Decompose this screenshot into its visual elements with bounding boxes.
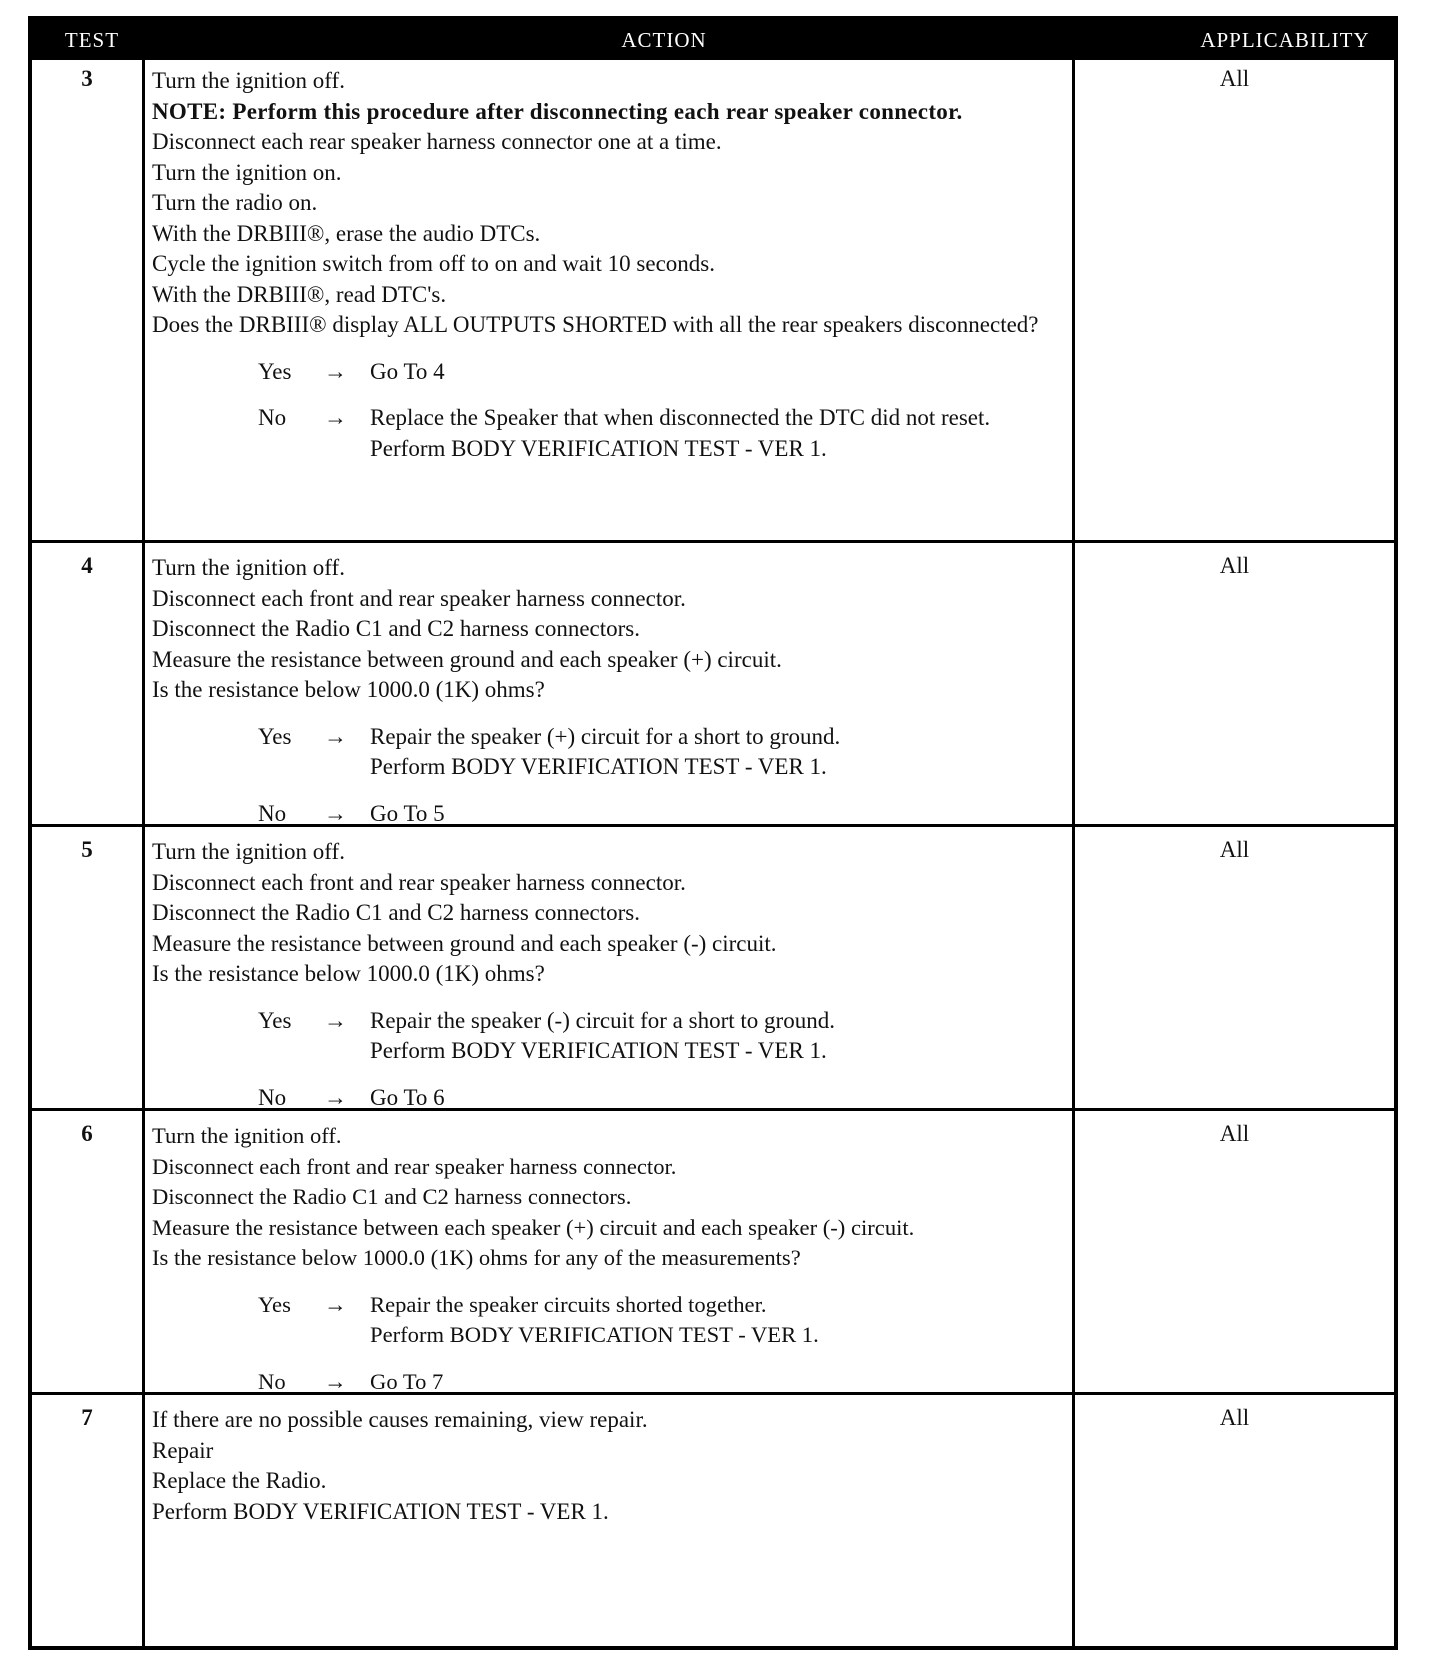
action-line: Disconnect each front and rear speaker harness connector. (152, 585, 686, 611)
action-line: Turn the ignition off. (152, 1123, 342, 1148)
yes-label: Yes (258, 1291, 291, 1317)
yes-label: Yes (258, 723, 292, 749)
test-number: 5 (81, 837, 93, 862)
arrow-icon: → (324, 723, 347, 749)
action-question: Is the resistance below 1000.0 (1K) ohms for any of the measurements? (152, 1245, 801, 1270)
applicability-cell: All (1219, 837, 1250, 862)
action-line: With the DRBIII®, read DTC's. (152, 281, 447, 307)
action-line: Disconnect the Radio C1 and C2 harness connectors. (152, 900, 640, 925)
arrow-icon: → (324, 1084, 347, 1110)
no-result: Perform BODY VERIFICATION TEST - VER 1. (370, 435, 827, 461)
repair-label: Repair (152, 1437, 214, 1463)
action-line: Turn the ignition off. (152, 68, 345, 93)
test-row-5 (32, 824, 1394, 1108)
action-line: Turn the ignition off. (152, 839, 345, 864)
action-cell (152, 1121, 1068, 1397)
no-label: No (258, 1368, 286, 1394)
action-line: Measure the resistance between ground and each speaker (-) circuit. (152, 930, 777, 956)
test-row-4 (32, 540, 1394, 824)
note-text: NOTE: Perform this procedure after disconnecting each rear speaker connector. (152, 98, 963, 124)
no-label: No (258, 405, 287, 430)
header-applicability: APPLICABILITY (1200, 28, 1370, 52)
arrow-icon: → (324, 800, 347, 826)
test-number: 4 (81, 553, 93, 578)
repair-step: Replace the Radio. (152, 1468, 327, 1493)
action-line: Disconnect the Radio C1 and C2 harness connectors. (152, 616, 640, 641)
no-result: Go To 7 (370, 1368, 444, 1394)
action-question: Does the DRBIII® display ALL OUTPUTS SHORTED with all the rear speakers disconnected? (152, 312, 1039, 337)
yes-result: Repair the speaker (+) circuit for a short to ground. (370, 723, 841, 749)
arrow-icon: → (324, 405, 347, 430)
test-number: 3 (81, 66, 93, 91)
yes-branch (258, 357, 1064, 388)
applicability-cell: All (1219, 1121, 1250, 1146)
yes-result: Perform BODY VERIFICATION TEST - VER 1. (370, 1322, 819, 1347)
action-line: If there are no possible causes remaining, view repair. (152, 1407, 648, 1432)
no-result: Go To 5 (370, 800, 445, 826)
test-row-3 (32, 56, 1394, 540)
yes-branch (258, 1290, 1068, 1351)
yes-result: Perform BODY VERIFICATION TEST - VER 1. (370, 754, 827, 779)
yes-result: Go To 4 (370, 358, 445, 384)
test-row-7 (32, 1392, 1394, 1646)
no-label: No (258, 800, 287, 826)
action-line: Measure the resistance between each speaker (+) circuit and each speaker (-) circuit. (152, 1214, 915, 1240)
action-line: Disconnect each front and rear speaker harness connector. (152, 869, 686, 895)
no-result: Replace the Speaker that when disconnected the DTC did not reset. (370, 405, 991, 430)
test-row-6 (32, 1108, 1394, 1392)
yes-label: Yes (258, 1007, 292, 1033)
yes-label: Yes (258, 358, 292, 384)
action-line: Measure the resistance between ground and each speaker (+) circuit. (152, 646, 782, 672)
action-cell (152, 837, 1064, 1113)
test-number: 6 (81, 1121, 93, 1146)
no-result: Go To 6 (370, 1084, 445, 1110)
action-line: Turn the ignition on. (152, 159, 342, 185)
test-number: 7 (81, 1405, 93, 1430)
diagnostic-test-table (28, 16, 1398, 1650)
arrow-icon: → (324, 1007, 347, 1033)
action-question: Is the resistance below 1000.0 (1K) ohms? (152, 961, 545, 986)
applicability-cell: All (1219, 553, 1250, 578)
action-cell (152, 553, 1064, 829)
repair-step: Perform BODY VERIFICATION TEST - VER 1. (152, 1498, 609, 1524)
action-line: Turn the radio on. (152, 190, 318, 215)
yes-branch (258, 1006, 1064, 1067)
header-test: TEST (64, 28, 120, 52)
action-line: Disconnect the Radio C1 and C2 harness connectors. (152, 1184, 632, 1209)
action-line: Disconnect each rear speaker harness connector one at a time. (152, 129, 722, 154)
applicability-cell: All (1219, 66, 1250, 91)
no-label: No (258, 1084, 287, 1110)
action-line: Turn the ignition off. (152, 555, 345, 580)
yes-result: Repair the speaker (-) circuit for a short to ground. (370, 1007, 835, 1033)
applicability-cell: All (1219, 1405, 1250, 1430)
header-action: ACTION (621, 28, 707, 52)
arrow-icon: → (324, 1368, 347, 1394)
yes-result: Repair the speaker circuits shorted together. (370, 1291, 767, 1317)
action-line: With the DRBIII®, erase the audio DTCs. (152, 220, 541, 246)
action-line: Cycle the ignition switch from off to on and wait 10 seconds. (152, 251, 715, 276)
action-cell (152, 1405, 1064, 1527)
table-header (32, 20, 1394, 60)
action-question: Is the resistance below 1000.0 (1K) ohms? (152, 677, 545, 702)
no-branch (258, 403, 1064, 464)
action-line: Disconnect each front and rear speaker harness connector. (152, 1153, 677, 1179)
yes-result: Perform BODY VERIFICATION TEST - VER 1. (370, 1038, 827, 1063)
arrow-icon: → (324, 1291, 347, 1317)
arrow-icon: → (324, 358, 347, 384)
action-cell (152, 66, 1064, 464)
yes-branch (258, 722, 1064, 783)
